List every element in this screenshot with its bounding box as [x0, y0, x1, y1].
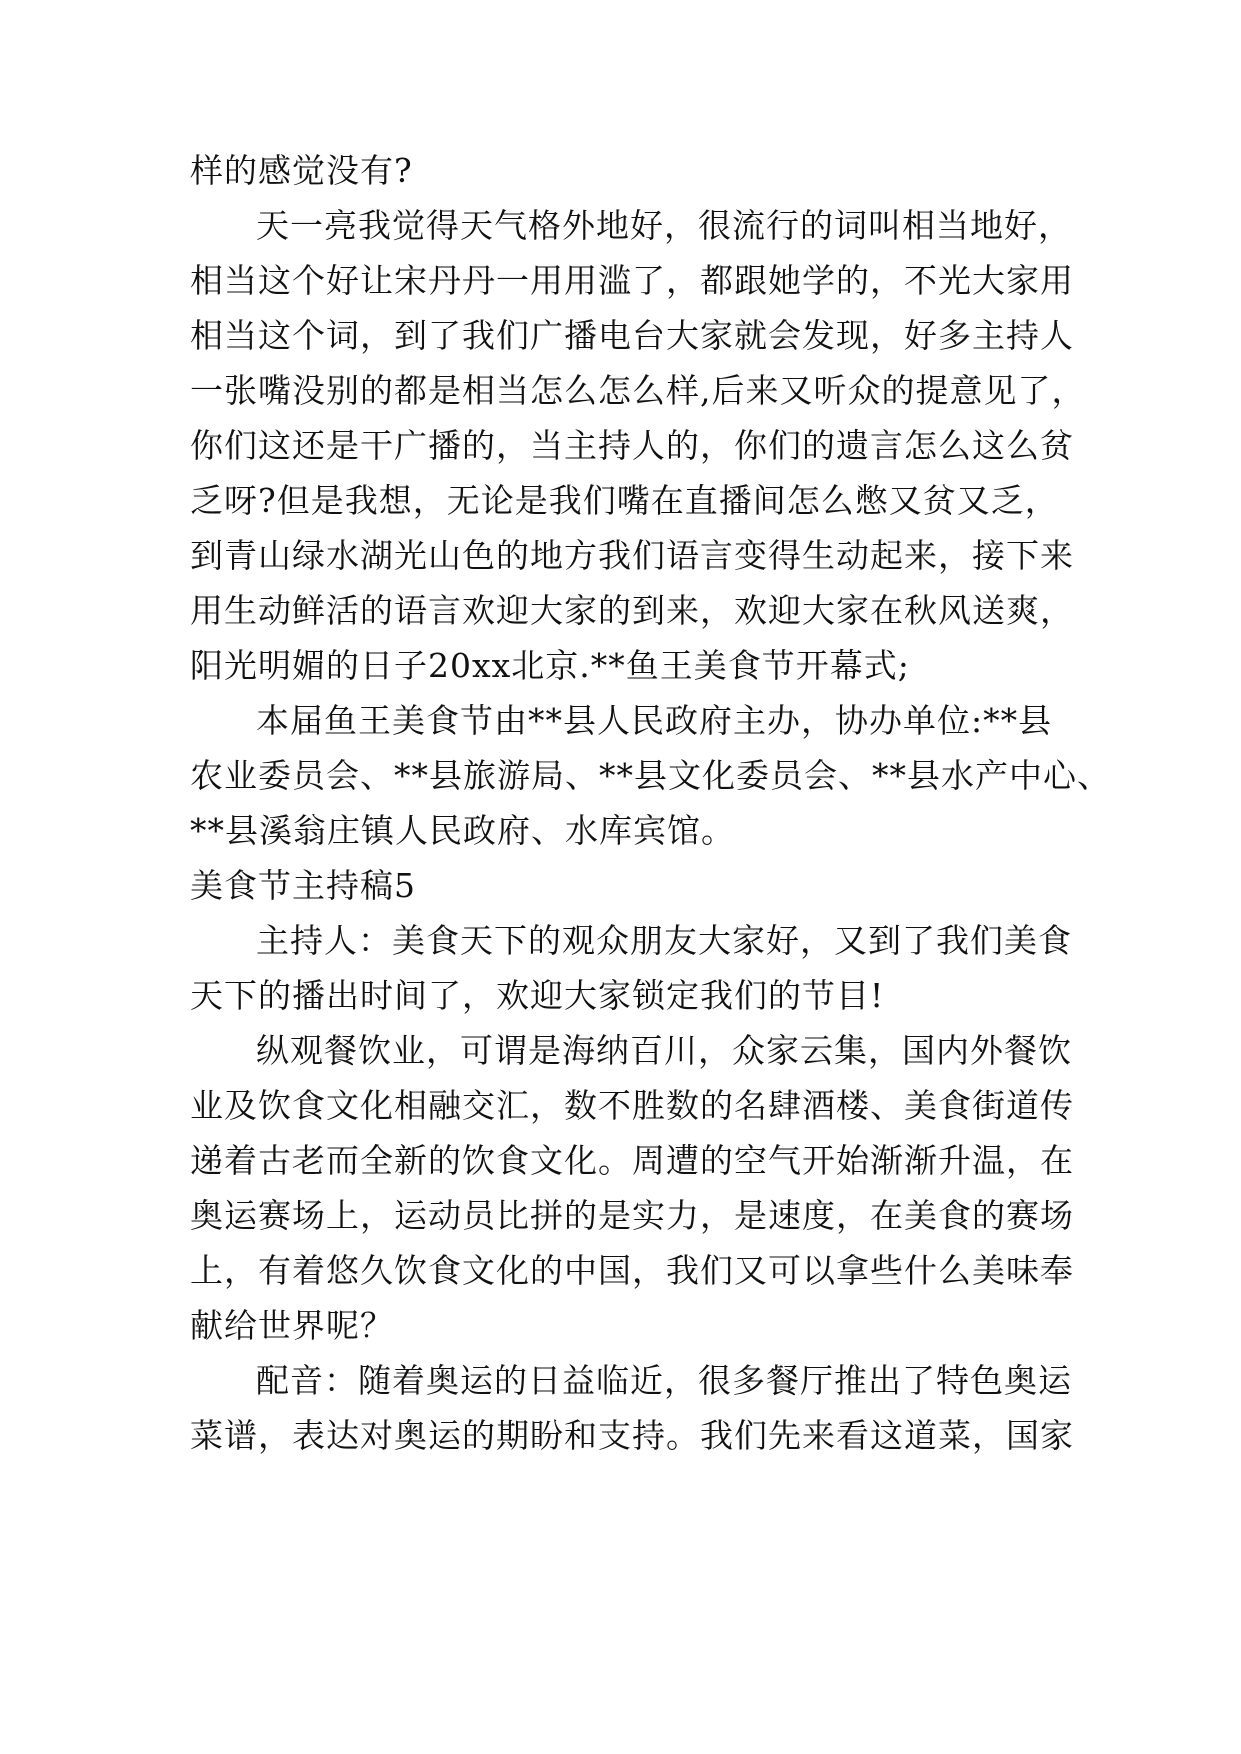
- text-line: 一张嘴没别的都是相当怎么怎么样,后来又听众的提意见了，: [190, 371, 1086, 410]
- text-line: 递着古老而全新的饮食文化。周遭的空气开始渐渐升温，在: [190, 1141, 1074, 1180]
- text-line: 奥运赛场上，运动员比拼的是实力，是速度，在美食的赛场: [190, 1196, 1074, 1235]
- paragraph-start-line: 主持人：美食天下的观众朋友大家好，又到了我们美食: [256, 921, 1072, 960]
- text-line: 天下的播出时间了，欢迎大家锁定我们的节目!: [190, 976, 885, 1015]
- text-line: 到青山绿水湖光山色的地方我们语言变得生动起来，接下来: [190, 536, 1074, 575]
- section-heading: 美食节主持稿5: [190, 866, 416, 905]
- text-line: 农业委员会、**县旅游局、**县文化委员会、**县水产中心、: [190, 756, 1111, 795]
- text-line: 乏呀?但是我想，无论是我们嘴在直播间怎么憋又贫又乏，: [190, 481, 1059, 520]
- paragraph-start-line: 配音：随着奥运的日益临近，很多餐厅推出了特色奥运: [256, 1361, 1072, 1400]
- text-line: 业及饮食文化相融交汇，数不胜数的名肆酒楼、美食街道传: [190, 1086, 1074, 1125]
- text-line: 菜谱，表达对奥运的期盼和支持。我们先来看这道菜，国家: [190, 1416, 1074, 1455]
- text-line: 样的感觉没有?: [190, 151, 413, 190]
- text-line: 用生动鲜活的语言欢迎大家的到来，欢迎大家在秋风送爽，: [190, 591, 1074, 630]
- paragraph-start-line: 天一亮我觉得天气格外地好，很流行的词叫相当地好，: [256, 206, 1072, 245]
- text-line: 阳光明媚的日子20xx北京.**鱼王美食节开幕式;: [190, 646, 910, 685]
- text-line: 你们这还是干广播的，当主持人的，你们的遗言怎么这么贫: [190, 426, 1074, 465]
- text-line: 相当这个好让宋丹丹一用用滥了，都跟她学的，不光大家用: [190, 261, 1074, 300]
- text-line: 献给世界呢？: [190, 1306, 394, 1345]
- paragraph-start-line: 纵观餐饮业，可谓是海纳百川，众家云集，国内外餐饮: [256, 1031, 1072, 1070]
- text-line: 上，有着悠久饮食文化的中国，我们又可以拿些什么美味奉: [190, 1251, 1074, 1290]
- text-line: 相当这个词，到了我们广播电台大家就会发现，好多主持人: [190, 316, 1074, 355]
- paragraph-start-line: 本届鱼王美食节由**县人民政府主办，协办单位:**县: [256, 701, 1053, 740]
- text-line: **县溪翁庄镇人民政府、水库宾馆。: [190, 811, 735, 850]
